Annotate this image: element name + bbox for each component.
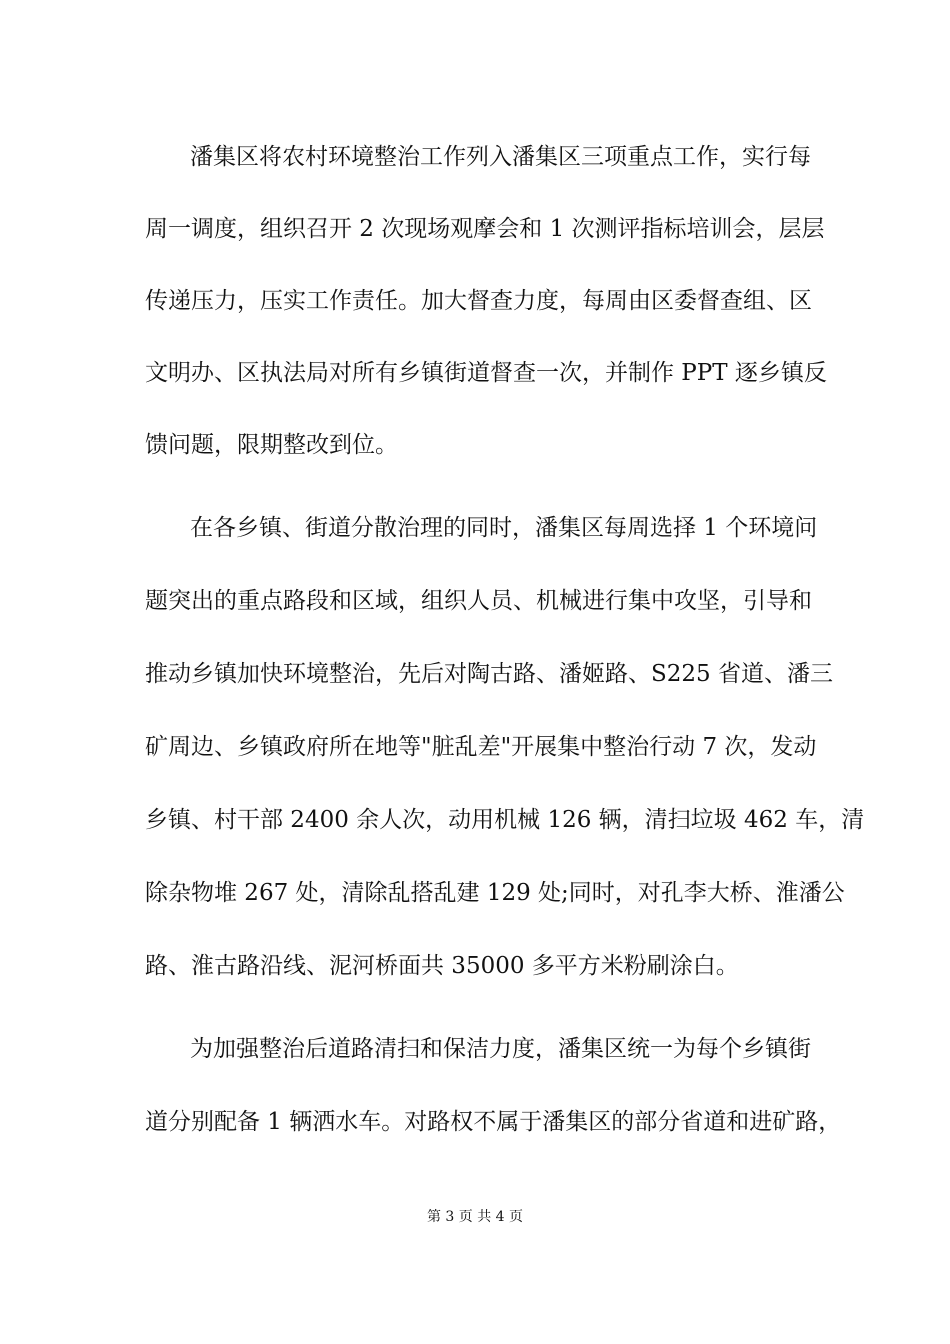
text-line: 在各乡镇、街道分散治理的同时，潘集区每周选择 1 个环境问 [190, 515, 818, 541]
text-line: 矿周边、乡镇政府所在地等"脏乱差"开展集中整治行动 7 次，发动 [145, 734, 817, 760]
text-line: 文明办、区执法局对所有乡镇街道督查一次，并制作 PPT 逐乡镇反 [145, 360, 827, 386]
text-line: 路、淮古路沿线、泥河桥面共 35000 多平方米粉刷涂白。 [145, 953, 739, 979]
text-line: 为加强整治后道路清扫和保洁力度，潘集区统一为每个乡镇街 [190, 1036, 811, 1062]
text-line: 除杂物堆 267 处，清除乱搭乱建 129 处;同时，对孔李大桥、淮潘公 [145, 880, 845, 906]
text-line: 周一调度，组织召开 2 次现场观摩会和 1 次测评指标培训会，层层 [145, 216, 825, 242]
text-line: 推动乡镇加快环境整治，先后对陶古路、潘姬路、S225 省道、潘三 [145, 661, 833, 687]
page-number: 第 3 页 共 4 页 [426, 1209, 524, 1225]
text-line: 乡镇、村干部 2400 余人次，动用机械 126 辆，清扫垃圾 462 车，清 [145, 807, 865, 833]
text-line: 潘集区将农村环境整治工作列入潘集区三项重点工作，实行每 [190, 144, 811, 170]
text-line: 传递压力，压实工作责任。加大督查力度，每周由区委督查组、区 [145, 288, 812, 314]
text-line: 馈问题，限期整改到位。 [145, 432, 398, 458]
text-line: 题突出的重点路段和区域，组织人员、机械进行集中攻坚，引导和 [145, 588, 812, 614]
text-line: 道分别配备 1 辆洒水车。对路权不属于潘集区的部分省道和进矿路， [145, 1109, 842, 1135]
